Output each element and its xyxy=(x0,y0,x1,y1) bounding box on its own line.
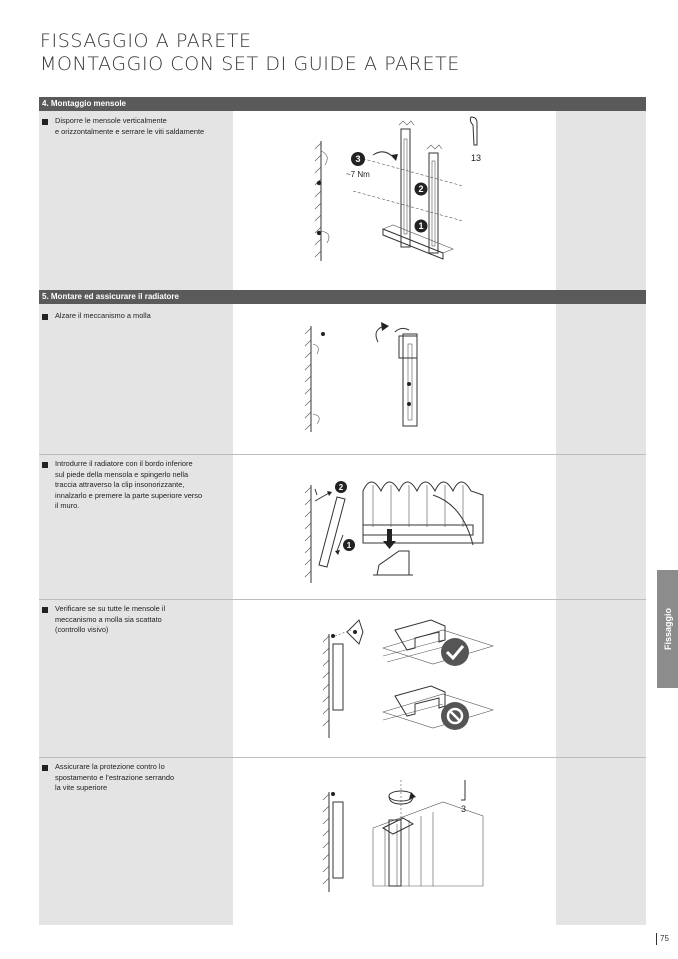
title-line-1: FISSAGGIO A PARETE xyxy=(40,30,252,52)
spring-mechanism-illustration xyxy=(233,304,556,454)
instruction-row xyxy=(39,111,646,290)
illustration-secure-screw xyxy=(233,758,556,925)
insert-radiator-illustration xyxy=(233,455,556,599)
illustration-visual-check xyxy=(233,600,556,757)
page-title xyxy=(40,30,460,76)
instruction-text: Verificare se su tutte le mensole il meccanismo a molla sia scattato (controllo visivo) xyxy=(55,604,166,634)
bullet-square xyxy=(42,119,48,125)
bullet-square xyxy=(42,462,48,468)
instruction-text: Alzare il meccanismo a molla xyxy=(55,311,151,320)
step-badge-3: 3 xyxy=(355,154,361,164)
instruction-row xyxy=(39,304,646,454)
instruction-row xyxy=(39,600,646,757)
step-badge-2: 2 xyxy=(418,184,424,194)
hex-key-size-label: 3 xyxy=(461,804,467,814)
wrench-icon xyxy=(470,117,477,145)
insert-step-badge-1: 1 xyxy=(346,541,352,550)
side-column xyxy=(556,111,646,290)
visual-check-illustration xyxy=(233,600,556,757)
bullet-square xyxy=(42,765,48,771)
bracket-mounting-illustration xyxy=(233,111,556,290)
wrench-size-label: 13 xyxy=(471,153,482,163)
side-column xyxy=(556,600,646,757)
step-badge-1: 1 xyxy=(418,221,424,231)
hex-key-icon xyxy=(461,780,465,800)
instruction-text: Disporre le mensole verticalmente e orizzontalmente e serrare le viti saldamente xyxy=(55,116,205,136)
bullet-square xyxy=(42,314,48,320)
text-column xyxy=(39,455,233,599)
section-header-mounting-brackets: 4. Montaggio mensole xyxy=(39,97,646,111)
side-column xyxy=(556,304,646,454)
instruction-row xyxy=(39,758,646,925)
chapter-tab-label: Fissaggio xyxy=(662,607,673,651)
insert-step-badge-2: 2 xyxy=(338,483,344,492)
text-column xyxy=(39,304,233,454)
text-column xyxy=(39,600,233,757)
text-column xyxy=(39,758,233,925)
secure-screw-illustration xyxy=(233,758,556,925)
text-column xyxy=(39,111,233,290)
side-column xyxy=(556,455,646,599)
instruction-row xyxy=(39,455,646,599)
illustration-insert-radiator xyxy=(233,455,556,599)
bullet-square xyxy=(42,607,48,613)
page-number: 75 xyxy=(656,933,669,945)
instruction-text: Assicurare la protezione contro lo spostamento e l’estrazione serrando la vite superiore xyxy=(55,762,175,792)
illustration-brackets xyxy=(233,111,556,290)
title-line-2: MONTAGGIO CON SET DI GUIDE A PARETE xyxy=(40,53,460,75)
chapter-tab[interactable] xyxy=(657,570,678,688)
side-column xyxy=(556,758,646,925)
illustration-spring-mechanism xyxy=(233,304,556,454)
instruction-text: Introdurre il radiatore con il bordo inferiore sul piede della mensola e spingerlo nella traccia attraverso la clip insonorizzante, innalzarlo e premere la parte superiore verso il muro. xyxy=(55,459,203,510)
torque-label: ~7 Nm xyxy=(346,170,370,179)
section-header-mount-radiator: 5. Montare ed assicurare il radiatore xyxy=(39,290,646,304)
